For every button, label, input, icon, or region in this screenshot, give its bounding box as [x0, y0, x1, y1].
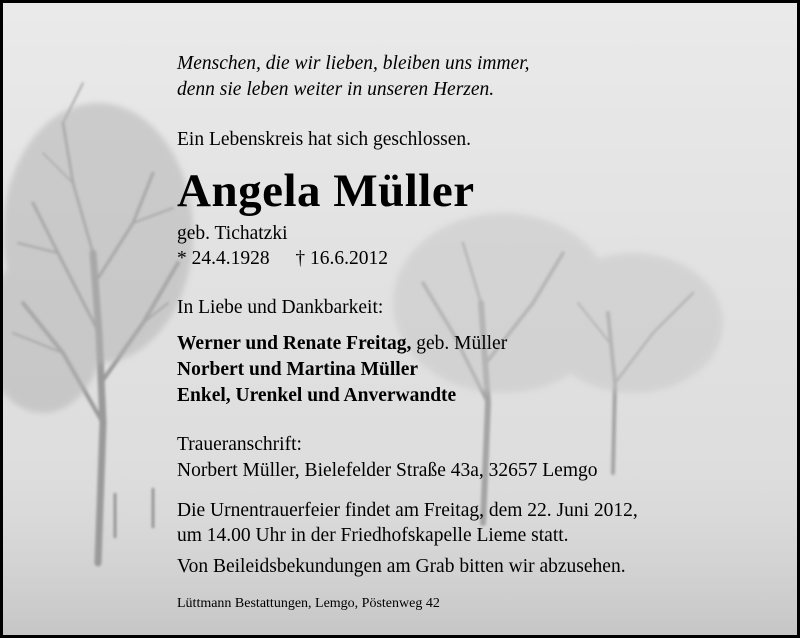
motto-line-1: Menschen, die wir lieben, bleiben uns immer, [177, 53, 530, 74]
ceremony-line-1: Die Urnentrauerfeier findet am Freitag, dem 22. Juni 2012, [177, 500, 638, 521]
maiden-name: geb. Tichatzki [177, 223, 288, 244]
mourner-maiden-1: geb. Müller [411, 333, 508, 354]
mourner-names-1: Werner und Renate Freitag, [177, 333, 412, 354]
undertaker-info: Lüttmann Bestattungen, Lemgo, Pöstenweg 42 [177, 596, 440, 611]
ceremony-line-2: um 14.00 Uhr in der Friedhofskapelle Lieme statt. [177, 525, 569, 546]
intro-text: Ein Lebenskreis hat sich geschlossen. [177, 129, 472, 150]
mourner-line-1 [177, 332, 507, 356]
mourners-heading: In Liebe und Dankbarkeit: [177, 297, 384, 318]
death-date: † 16.6.2012 [295, 248, 388, 269]
address-value: Norbert Müller, Bielefelder Straße 43a, 32657 Lemgo [177, 460, 598, 481]
deceased-name: Angela Müller [177, 165, 475, 217]
address-heading: Traueranschrift: [177, 434, 302, 455]
condolence-note: Von Beileidsbekundungen am Grab bitten wir abzusehen. [177, 556, 626, 577]
mourner-line-2: Norbert und Martina Müller [177, 359, 419, 380]
life-dates [177, 247, 388, 271]
mourner-line-3: Enkel, Urenkel und Anverwandte [177, 385, 457, 406]
birth-date: * 24.4.1928 [177, 248, 270, 269]
motto-line-2: denn sie leben weiter in unseren Herzen. [177, 79, 495, 100]
